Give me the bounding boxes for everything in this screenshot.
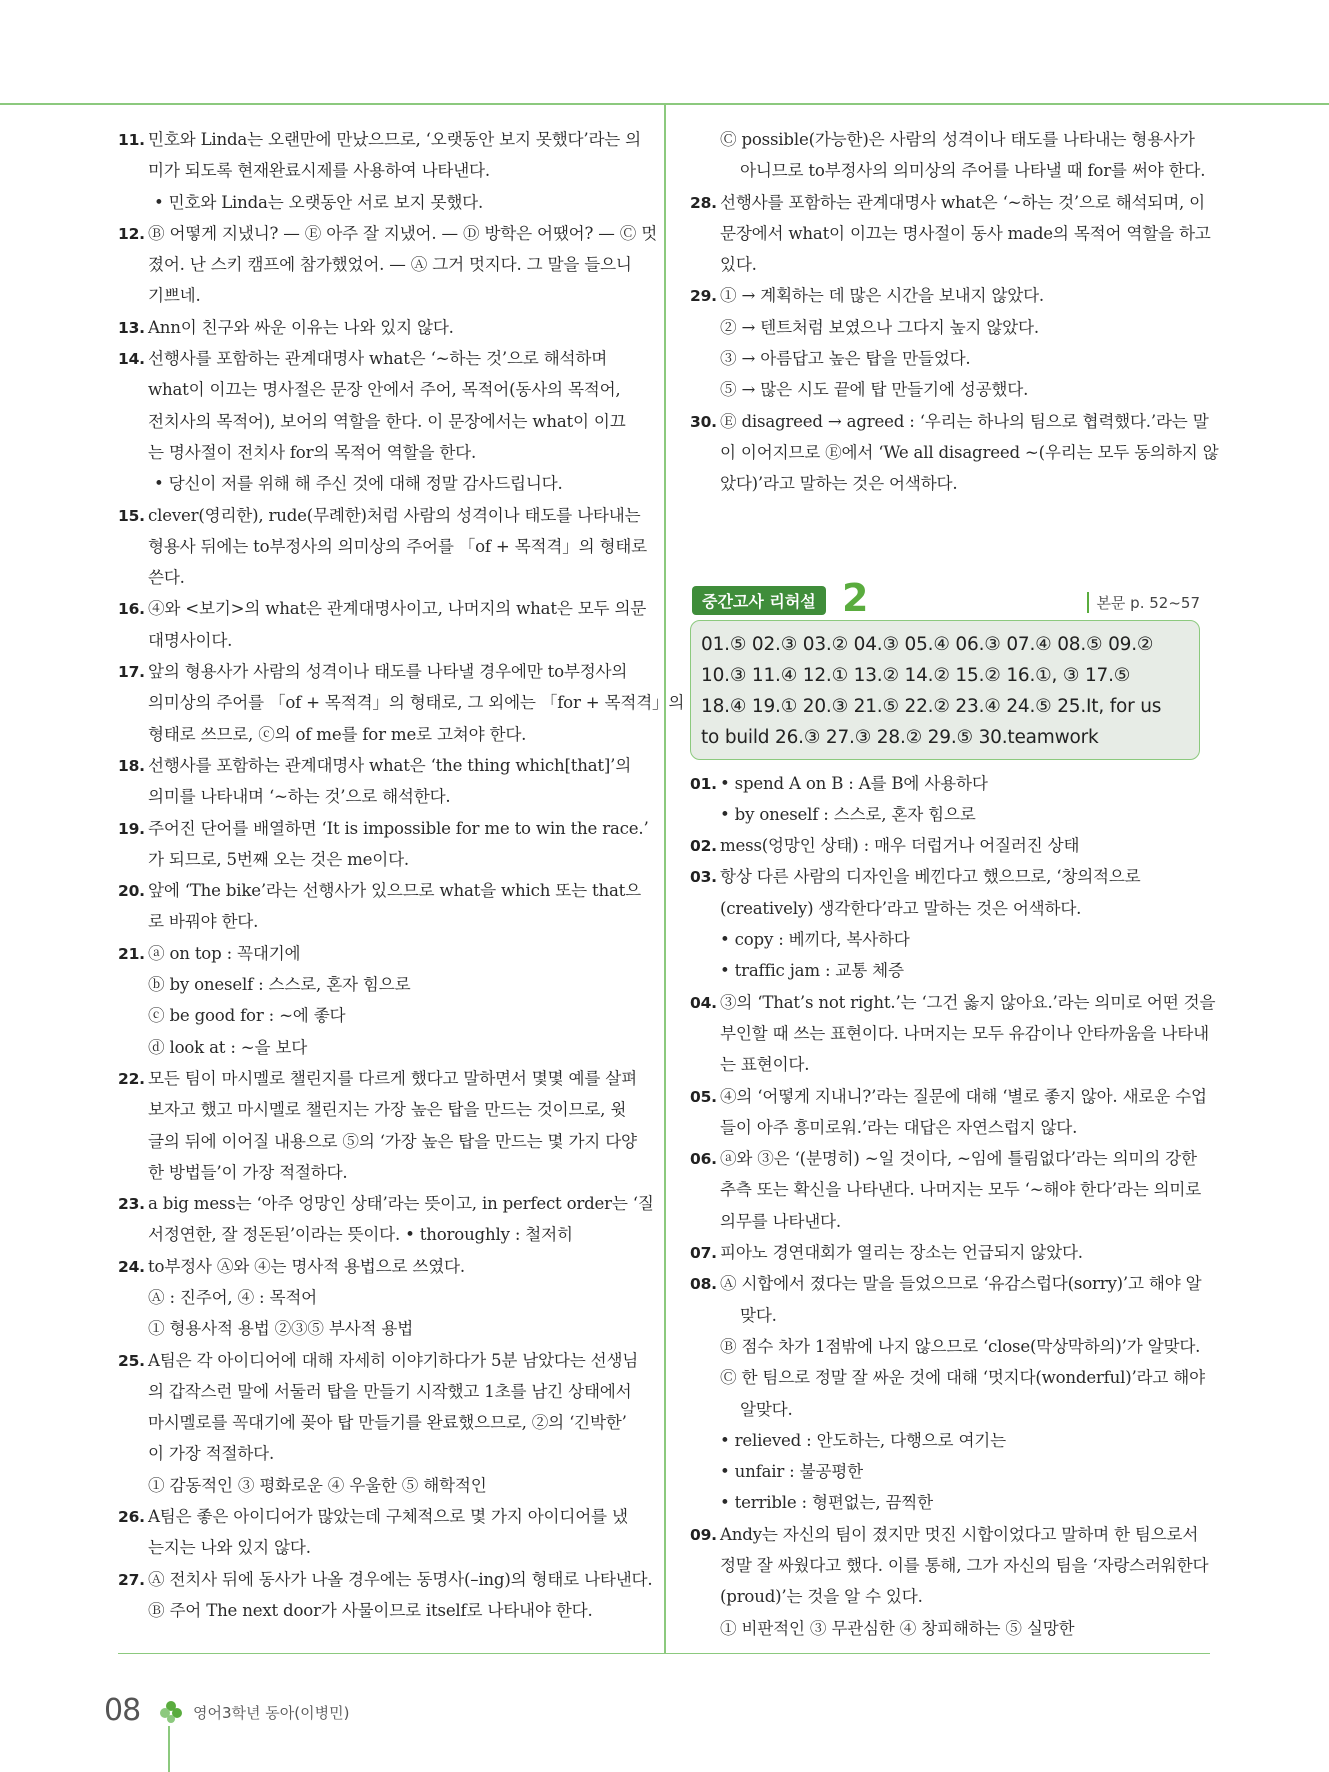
item-number: 29. xyxy=(690,287,717,306)
explanation-text: Ⓐ 전치사 뒤에 동사가 나올 경우에는 동명사(–ing)의 형태로 나타낸다. xyxy=(148,1569,653,1589)
right-column xyxy=(690,124,1219,1644)
answer-line-continuation xyxy=(118,1470,642,1501)
answer-line-continuation xyxy=(690,1362,1210,1393)
explanation-text: 선행사를 포함하는 관계대명사 what은 ‘~하는 것’으로 해석되며, 이 xyxy=(720,192,1206,212)
answer-line-continuation xyxy=(690,155,1210,186)
item-number: 13. xyxy=(118,318,145,337)
answer-item-15 xyxy=(118,500,642,531)
item-number: 02. xyxy=(690,837,717,856)
item-number: 03. xyxy=(690,868,717,887)
explanation-text: 의미를 나타내며 ‘~하는 것’으로 해석한다. xyxy=(148,787,451,807)
item-number: 18. xyxy=(118,756,145,775)
item-number: 01. xyxy=(690,774,717,793)
footer-stem xyxy=(168,1726,170,1772)
answer-line-continuation xyxy=(690,1112,1210,1143)
answer-line-continuation xyxy=(690,799,1210,830)
answer-line-continuation xyxy=(690,343,1210,374)
answer-line-continuation xyxy=(690,1394,1210,1425)
answer-line-continuation xyxy=(118,625,642,656)
explanation-text: 한 방법들’이 가장 적절하다. xyxy=(148,1162,348,1182)
answer-line-continuation xyxy=(118,280,642,311)
explanation-text: 의미상의 주어를 「of + 목적격」의 형태로, 그 외에는 「for + 목적격」의 xyxy=(148,693,685,713)
answer-line-continuation xyxy=(118,187,642,218)
explanation-text: 서정연한, 잘 정돈된’이라는 뜻이다. • thoroughly : 철저히 xyxy=(148,1225,573,1245)
column-divider xyxy=(664,104,666,1654)
explanation-text: • relieved : 안도하는, 다행으로 여기는 xyxy=(720,1430,1006,1450)
explanation-text: ⓐ와 ③은 ‘(분명히) ~일 것이다, ~임에 틀림없다’라는 의미의 강한 xyxy=(720,1149,1197,1169)
explanation-text: A팀은 각 아이디어에 대해 자세히 이야기하다가 5분 남았다는 선생님 xyxy=(148,1350,639,1370)
explanation-text: what이 이끄는 명사절은 문장 안에서 주어, 목적어(동사의 목적어, xyxy=(148,380,621,400)
answer-item-16 xyxy=(118,593,647,624)
explanation-text: 정말 잘 싸웠다고 했다. 이를 통해, 그가 자신의 팀을 ‘자랑스러워한다 xyxy=(720,1555,1209,1575)
explanation-text: 형용사 뒤에는 to부정사의 의미상의 주어를 「of + 목적격」의 형태로 xyxy=(148,536,647,556)
explanation-text: ⓒ be good for : ~에 좋다 xyxy=(148,1006,346,1026)
answer-item-01 xyxy=(690,768,1210,799)
item-number: 22. xyxy=(118,1069,145,1088)
answer-item-30 xyxy=(690,406,1210,437)
answer-item-17 xyxy=(118,656,642,687)
explanation-text: ⓓ look at : ~을 보다 xyxy=(148,1037,308,1057)
answer-line-continuation xyxy=(118,1157,642,1188)
answer-item-22 xyxy=(118,1063,642,1094)
answer-line: 01.⑤ 02.③ 03.② 04.③ 05.④ 06.③ 07.④ 08.⑤ 09.② xyxy=(701,633,1154,655)
explanation-text: • 당신이 저를 위해 해 주신 것에 대해 정말 감사드립니다. xyxy=(154,474,563,494)
explanation-text: ① → 계획하는 데 많은 시간을 보내지 않았다. xyxy=(720,286,1044,306)
explanation-text: 항상 다른 사람의 디자인을 베낀다고 했으므로, ‘창의적으로 xyxy=(720,867,1141,887)
explanation-text: 민호와 Linda는 오랜만에 만났으므로, ‘오랫동안 보지 못했다’라는 의 xyxy=(148,130,642,149)
item-number: 20. xyxy=(118,882,145,901)
answer-line-continuation xyxy=(118,437,642,468)
item-number: 19. xyxy=(118,819,145,838)
answer-line-continuation xyxy=(690,249,1210,280)
answer-line-continuation xyxy=(690,1487,1210,1518)
item-number: 23. xyxy=(118,1195,145,1214)
explanation-text: 의무를 나타낸다. xyxy=(720,1211,841,1231)
explanation-text: ① 감동적인 ③ 평화로운 ④ 우울한 ⑤ 해학적인 xyxy=(148,1475,487,1495)
explanation-text: ③의 ‘That’s not right.’는 ‘그건 옳지 않아요.’라는 의미로 어떤 것을 xyxy=(720,992,1216,1012)
explanation-text: 의 갑작스런 말에 서둘러 탑을 만들기 시작했고 1초를 남긴 상태에서 xyxy=(148,1381,632,1401)
explanation-text: 추측 또는 확신을 나타낸다. 나머지는 모두 ‘~해야 한다’라는 의미로 xyxy=(720,1180,1202,1200)
answer-item-21 xyxy=(118,938,642,969)
item-number: 24. xyxy=(118,1257,145,1276)
item-number: 15. xyxy=(118,506,145,525)
answer-line-continuation xyxy=(118,1219,642,1250)
explanation-text: Ⓒ possible(가능한)은 사람의 성격이나 태도를 나타내는 형용사가 xyxy=(720,130,1195,149)
book-title: 영어3학년 동아(이병민) xyxy=(193,1704,350,1722)
bottom-divider xyxy=(118,1653,1210,1654)
explanation-text: 이 가장 적절하다. xyxy=(148,1444,275,1464)
answer-line-continuation xyxy=(690,1425,1210,1456)
answer-item-18 xyxy=(118,750,642,781)
item-number: 27. xyxy=(118,1570,145,1589)
answer-line-continuation xyxy=(690,1300,1210,1331)
answer-item-11 xyxy=(118,124,642,155)
explanation-text: ① 비판적인 ③ 무관심한 ④ 창피해하는 ⑤ 실망한 xyxy=(720,1618,1075,1638)
explanation-text: 알맞다. xyxy=(740,1399,793,1419)
explanation-text: 형태로 쓰므로, ⓒ의 of me를 for me로 고쳐야 한다. xyxy=(148,724,527,744)
item-number: 16. xyxy=(118,600,145,619)
clover-icon xyxy=(158,1699,184,1725)
explanation-text: • unfair : 불공평한 xyxy=(720,1462,863,1482)
answer-item-13 xyxy=(118,312,642,343)
explanation-text: 선행사를 포함하는 관계대명사 what은 ‘~하는 것’으로 해석하며 xyxy=(148,349,608,369)
answer-line-continuation xyxy=(118,1000,642,1031)
explanation-text: 미가 되도록 현재완료시제를 사용하여 나타낸다. xyxy=(148,161,490,181)
answer-line-continuation xyxy=(118,1282,642,1313)
item-number: 11. xyxy=(118,131,145,149)
answer-line-continuation xyxy=(118,1595,642,1626)
answer-line-continuation xyxy=(118,155,642,186)
explanation-text: Ⓐ 시합에서 졌다는 말을 들었으므로 ‘유감스럽다(sorry)’고 해야 알 xyxy=(720,1274,1202,1294)
answer-line-continuation xyxy=(118,969,642,1000)
answer-line-continuation xyxy=(690,374,1210,405)
explanation-text: • 민호와 Linda는 오랫동안 서로 보지 못했다. xyxy=(154,192,484,212)
item-number: 07. xyxy=(690,1244,717,1263)
right-column-bottom xyxy=(690,768,1216,1644)
answer-line-continuation xyxy=(118,719,642,750)
answer-line-continuation xyxy=(690,1049,1210,1080)
explanation-text: Ⓑ 어떻게 지냈니? — Ⓔ 아주 잘 지냈어. — Ⓓ 방학은 어땠어? — Ⓒ 멋 xyxy=(148,223,658,243)
answer-line-continuation xyxy=(690,437,1219,468)
explanation-text: (proud)’는 것을 알 수 있다. xyxy=(720,1587,923,1607)
answer-line-continuation xyxy=(118,468,642,499)
explanation-text: to부정사 Ⓐ와 ④는 명사적 용법으로 쓰였다. xyxy=(148,1256,465,1276)
explanation-text: • terrible : 형편없는, 끔찍한 xyxy=(720,1493,933,1513)
item-number: 17. xyxy=(118,663,145,682)
explanation-text: 아니므로 to부정사의 의미상의 주어를 나타낼 때 for를 써야 한다. xyxy=(740,161,1206,181)
explanation-text: 있다. xyxy=(720,255,757,275)
explanation-text: 기쁘네. xyxy=(148,286,201,306)
page-number: 08 xyxy=(104,1693,141,1728)
explanation-text: 는지는 나와 있지 않다. xyxy=(148,1538,311,1558)
explanation-text: 는 명사절이 전치사 for의 목적어 역할을 한다. xyxy=(148,442,477,462)
explanation-text: ③ → 아름답고 높은 탑을 만들었다. xyxy=(720,349,971,369)
item-number: 30. xyxy=(690,412,717,431)
explanation-text: Andy는 자신의 팀이 졌지만 멋진 시합이었다고 말하며 한 팀으로서 xyxy=(720,1524,1199,1544)
answer-item-14 xyxy=(118,343,642,374)
explanation-text: ② → 텐트처럼 보였으나 그다지 높지 않았다. xyxy=(720,317,1039,337)
explanation-text: (creatively) 생각한다’라고 말하는 것은 어색하다. xyxy=(720,898,1082,918)
explanation-text: 이 이어지므로 Ⓔ에서 ‘We all disagreed ~(우리는 모두 동의하지 않 xyxy=(720,442,1219,462)
answer-line-continuation xyxy=(118,1376,642,1407)
explanation-text: • copy : 베끼다, 복사하다 xyxy=(720,930,910,950)
explanation-text: a big mess는 ‘아주 엉망인 상태’라는 뜻이고, in perfect order는 ‘질 xyxy=(148,1194,654,1214)
explanation-text: 주어진 단어를 배열하면 ‘It is impossible for me to win the race.’ xyxy=(148,818,649,838)
left-column xyxy=(118,124,685,1626)
explanation-text: • spend A on B : A를 B에 사용하다 xyxy=(720,773,988,793)
answer-item-05 xyxy=(690,1081,1210,1112)
explanation-text: 쓴다. xyxy=(148,568,185,588)
exam-tag: 중간고사 리허설 xyxy=(692,586,826,615)
answer-line-continuation xyxy=(118,1032,642,1063)
answer-line-continuation xyxy=(118,1313,642,1344)
explanation-text: 부인할 때 쓰는 표현이다. 나머지는 모두 유감이나 안타까움을 나타내 xyxy=(720,1023,1209,1043)
explanation-text: ① 형용사적 용법 ②③⑤ 부사적 용법 xyxy=(148,1319,414,1339)
answer-line-continuation xyxy=(118,1126,642,1157)
answer-line-continuation xyxy=(118,374,642,405)
explanation-text: 마시멜로를 꼭대기에 꽂아 탑 만들기를 완료했으므로, ②의 ‘긴박한’ xyxy=(148,1413,627,1433)
explanation-text: Ⓑ 점수 차가 1점밖에 나지 않으므로 ‘close(막상막하의)’가 알맞다. xyxy=(720,1336,1201,1356)
item-number: 25. xyxy=(118,1351,145,1370)
answer-line-continuation xyxy=(118,406,642,437)
answer-item-02 xyxy=(690,830,1210,861)
answer-line-continuation xyxy=(690,1613,1210,1644)
explanation-text: Ⓔ disagreed → agreed : ‘우리는 하나의 팀으로 협력했다.’라는 말 xyxy=(720,411,1209,431)
answer-line: to build 26.③ 27.③ 28.② 29.⑤ 30.teamwork xyxy=(701,726,1099,748)
explanation-text: 글의 뒤에 이어질 내용으로 ⑤의 ‘가장 높은 탑을 만드는 몇 가지 다양 xyxy=(148,1131,637,1151)
answer-line-continuation xyxy=(690,1206,1210,1237)
answer-item-12 xyxy=(118,218,658,249)
answer-line-continuation xyxy=(690,1456,1210,1487)
answer-line-continuation xyxy=(690,1174,1210,1205)
answer-item-24 xyxy=(118,1251,642,1282)
answer-line-continuation xyxy=(118,531,647,562)
answer-item-26 xyxy=(118,1501,642,1532)
answer-item-03 xyxy=(690,861,1210,892)
answer-line-continuation xyxy=(690,893,1210,924)
explanation-text: ⑤ → 많은 시도 끝에 탑 만들기에 성공했다. xyxy=(720,380,1029,400)
explanation-text: Ann이 친구와 싸운 이유는 나와 있지 않다. xyxy=(148,317,454,337)
item-number: 09. xyxy=(690,1525,717,1544)
answer-line-continuation xyxy=(690,124,1210,155)
explanation-text: 모든 팀이 마시멜로 챌린지를 다르게 했다고 말하면서 몇몇 예를 살펴 xyxy=(148,1068,637,1088)
answer-line-continuation xyxy=(118,781,642,812)
answer-item-19 xyxy=(118,813,649,844)
exam-header xyxy=(690,575,1210,620)
answer-line-continuation xyxy=(118,1407,642,1438)
answer-line-continuation xyxy=(118,1438,642,1469)
answer-line-continuation xyxy=(118,562,642,593)
explanation-text: 앞에 ‘The bike’라는 선행사가 있으므로 what을 which 또는 that으 xyxy=(148,881,641,901)
answer-line-continuation xyxy=(690,1331,1210,1362)
answer-line-continuation xyxy=(690,1550,1210,1581)
answer-line-continuation xyxy=(690,312,1210,343)
exam-page-reference: 본문 p. 52~57 xyxy=(1087,592,1200,613)
answer-item-09 xyxy=(690,1519,1210,1550)
item-number: 12. xyxy=(118,224,145,243)
answer-item-29 xyxy=(690,280,1210,311)
answer-line-continuation xyxy=(690,468,1210,499)
explanation-text: 았다)’라고 말하는 것은 어색하다. xyxy=(720,474,958,494)
answer-line: 10.③ 11.④ 12.① 13.② 14.② 15.② 16.①, ③ 17.⑤ xyxy=(701,664,1131,686)
explanation-text: 보자고 했고 마시멜로 챌린지는 가장 높은 탑을 만드는 것이므로, 윗 xyxy=(148,1100,627,1120)
explanation-text: 졌어. 난 스키 캠프에 참가했었어. — Ⓐ 그거 멋지다. 그 말을 들으니 xyxy=(148,255,632,275)
answer-item-20 xyxy=(118,875,642,906)
answer-line-continuation xyxy=(690,955,1210,986)
explanation-text: 피아노 경연대회가 열리는 장소는 언급되지 않았다. xyxy=(720,1243,1083,1263)
item-number: 14. xyxy=(118,350,145,369)
answer-line: 18.④ 19.① 20.③ 21.⑤ 22.② 23.④ 24.⑤ 25.It, for us xyxy=(701,695,1162,717)
explanation-text: ⓐ on top : 꼭대기에 xyxy=(148,943,301,963)
explanation-text: ④의 ‘어떻게 지내니?’라는 질문에 대해 ‘별로 좋지 않아. 새로운 수업 xyxy=(720,1086,1207,1106)
item-number: 08. xyxy=(690,1275,717,1294)
explanation-text: Ⓐ : 진주어, ④ : 목적어 xyxy=(148,1287,317,1307)
answer-key-box xyxy=(690,620,1200,760)
answer-item-23 xyxy=(118,1188,654,1219)
answer-item-25 xyxy=(118,1345,642,1376)
exam-number: 2 xyxy=(842,575,869,620)
explanation-text: 로 바꿔야 한다. xyxy=(148,912,259,932)
explanation-text: 대명사이다. xyxy=(148,630,233,650)
explanation-text: 전치사의 목적어), 보어의 역할을 한다. 이 문장에서는 what이 이끄 xyxy=(148,411,626,431)
spacer xyxy=(690,500,1210,578)
answer-item-28 xyxy=(690,187,1210,218)
answer-line-continuation xyxy=(118,249,642,280)
answer-line-continuation xyxy=(118,687,685,718)
explanation-text: 맞다. xyxy=(740,1305,777,1325)
answer-item-27 xyxy=(118,1564,653,1595)
explanation-text: A팀은 좋은 아이디어가 많았는데 구체적으로 몇 가지 아이디어를 냈 xyxy=(148,1507,628,1527)
explanation-text: • by oneself : 스스로, 혼자 힘으로 xyxy=(720,804,976,824)
item-number: 06. xyxy=(690,1150,717,1169)
item-number: 04. xyxy=(690,993,717,1012)
explanation-text: • traffic jam : 교통 체증 xyxy=(720,961,904,981)
item-number: 05. xyxy=(690,1087,717,1106)
explanation-text: 들이 아주 흥미로워.’라는 대답은 자연스럽지 않다. xyxy=(720,1117,1078,1137)
answer-line-continuation xyxy=(690,1018,1210,1049)
explanation-text: 는 표현이다. xyxy=(720,1055,810,1075)
answer-item-06 xyxy=(690,1143,1210,1174)
answer-item-07 xyxy=(690,1237,1210,1268)
answer-item-04 xyxy=(690,987,1216,1018)
explanation-text: ⓑ by oneself : 스스로, 혼자 힘으로 xyxy=(148,975,411,995)
answer-line-continuation xyxy=(118,844,642,875)
explanation-text: Ⓒ 한 팀으로 정말 잘 싸운 것에 대해 ‘멋지다(wonderful)’라고 해야 xyxy=(720,1368,1205,1388)
explanation-text: clever(영리한), rude(무례한)처럼 사람의 성격이나 태도를 나타내는 xyxy=(148,505,641,525)
right-column-top xyxy=(690,124,1219,500)
answer-line-continuation xyxy=(690,1581,1210,1612)
explanation-text: 문장에서 what이 이끄는 명사절이 동사 made의 목적어 역할을 하고 xyxy=(720,223,1211,243)
item-number: 21. xyxy=(118,944,145,963)
explanation-text: mess(엉망인 상태) : 매우 더럽거나 어질러진 상태 xyxy=(720,836,1080,856)
explanation-text: Ⓑ 주어 The next door가 사물이므로 itself로 나타내야 한다. xyxy=(148,1600,593,1620)
answer-line-continuation xyxy=(690,924,1210,955)
answer-item-08 xyxy=(690,1268,1210,1299)
answer-line-continuation xyxy=(118,1094,642,1125)
answer-line-continuation xyxy=(118,1532,642,1563)
explanation-text: ④와 <보기>의 what은 관계대명사이고, 나머지의 what은 모두 의문 xyxy=(148,599,647,619)
answer-line-continuation xyxy=(690,218,1210,249)
answer-line-continuation xyxy=(118,906,642,937)
explanation-text: 앞의 형용사가 사람의 성격이나 태도를 나타낼 경우에만 to부정사의 xyxy=(148,662,628,682)
explanation-text: 가 되므로, 5번째 오는 것은 me이다. xyxy=(148,849,409,869)
item-number: 26. xyxy=(118,1508,145,1527)
item-number: 28. xyxy=(690,193,717,212)
explanation-text: 선행사를 포함하는 관계대명사 what은 ‘the thing which[that]’의 xyxy=(148,755,632,775)
